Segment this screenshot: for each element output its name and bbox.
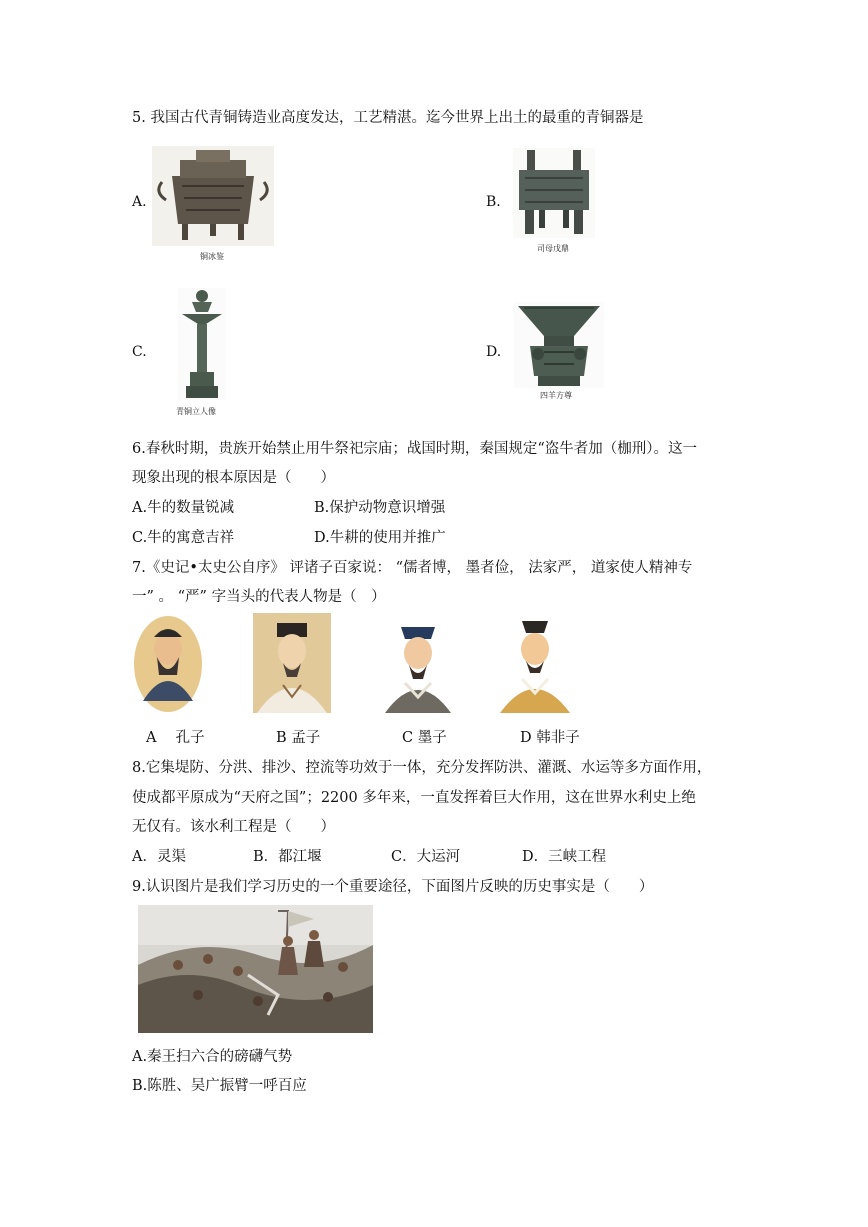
bronze-standing-figure-icon <box>178 288 226 400</box>
uprising-painting-icon <box>138 905 373 1033</box>
q5-option-c-caption: 青铜立人像 <box>176 407 216 416</box>
q5-option-a-caption: 铜冰鉴 <box>200 252 224 261</box>
q9-option-a[interactable]: A.秦王扫六合的磅礴气势 <box>132 1049 293 1065</box>
q8-option-c[interactable]: C．大运河 <box>391 849 461 865</box>
q7-stem-line2: 一” 。 “严” 字当头的代表人物是（ ） <box>132 589 386 605</box>
q7-option-b[interactable]: B 孟子 <box>276 730 321 746</box>
q6-option-b[interactable]: B.保护动物意识增强 <box>314 500 446 516</box>
q5-option-d-letter[interactable]: D. <box>486 344 502 360</box>
q5-option-c-letter[interactable]: C. <box>132 344 147 360</box>
q9-stem: 9.认识图片是我们学习历史的一个重要途径，下面图片反映的历史事实是（ ） <box>132 879 654 895</box>
q7-option-d[interactable]: D 韩非子 <box>520 730 580 746</box>
q6-option-c[interactable]: C.牛的寓意吉祥 <box>132 530 235 546</box>
q8-stem-line1: 8.它集堤防、分洪、排沙、控流等功效于一体，充分发挥防洪、灌溉、水运等多方面作用， <box>132 760 712 776</box>
q8-option-a[interactable]: A．灵渠 <box>132 849 186 865</box>
q8-stem-line3: 无仅有。该水利工程是（ ） <box>132 819 335 835</box>
q6-stem-line1: 6.春秋时期，贵族开始禁止用牛祭祀宗庙；战国时期，秦国规定“盗牛者加（枷刑）。这一 <box>132 441 697 457</box>
q9-option-b[interactable]: B.陈胜、吴广振臂一呼百应 <box>132 1078 307 1094</box>
q7-option-c[interactable]: C 墨子 <box>402 730 447 746</box>
bronze-ding-icon <box>513 148 595 238</box>
q6-option-d[interactable]: D.牛耕的使用并推广 <box>314 530 446 546</box>
confucius-portrait-icon <box>133 615 203 713</box>
q6-option-a[interactable]: A.牛的数量锐减 <box>132 500 235 516</box>
q5-option-a-letter[interactable]: A. <box>132 194 147 210</box>
four-ram-zun-icon <box>514 302 604 388</box>
q8-stem-line2: 使成都平原成为“天府之国”；2200 多年来，一直发挥着巨大作用，这在世界水利史上绝 <box>132 790 696 806</box>
q8-option-b[interactable]: B．都江堰 <box>253 849 322 865</box>
q7-stem-line1: 7.《史记•太史公自序》 评诸子百家说： “儒者博， 墨者俭， 法家严， 道家使人精神专 <box>132 560 693 576</box>
mencius-portrait-icon <box>253 613 331 713</box>
hanfeizi-portrait-icon <box>496 613 574 713</box>
q5-option-d-caption: 四羊方尊 <box>540 391 572 400</box>
q6-stem-line2: 现象出现的根本原因是（ ） <box>132 470 335 486</box>
q7-option-a[interactable]: A 孔子 <box>146 730 205 746</box>
mozi-portrait-icon <box>381 615 455 713</box>
q8-option-d[interactable]: D．三峡工程 <box>522 849 607 865</box>
q5-option-b-letter[interactable]: B. <box>486 194 501 210</box>
bronze-ice-chest-icon <box>152 146 274 246</box>
q5-stem: 5. 我国古代青铜铸造业高度发达，工艺精湛。迄今世界上出土的最重的青铜器是 <box>132 110 644 126</box>
q5-option-b-caption: 司母戊鼎 <box>537 244 569 253</box>
